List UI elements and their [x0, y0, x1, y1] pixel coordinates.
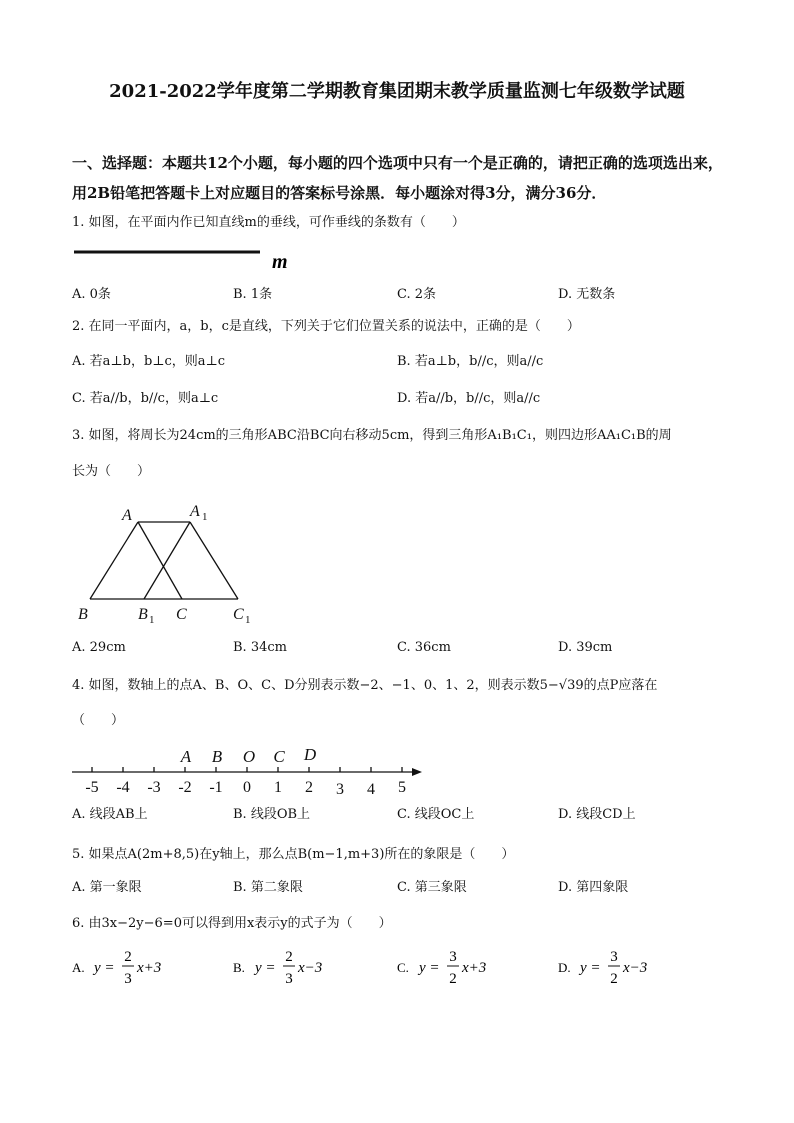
- option-d-lhs: y =: [580, 960, 601, 976]
- option-c-numerator: 3: [449, 949, 457, 965]
- label-c1: C: [233, 606, 244, 623]
- question-3-stem-line1: 3. 如图，将周长为24cm的三角形ABC沿BC向右移动5cm，得到三角形A₁B₁C₁，则四边形AA₁C₁B的周: [72, 428, 672, 443]
- question-3-option-d[interactable]: D. 39cm: [558, 640, 613, 655]
- question-3-stem-line2: 长为（ ）: [72, 464, 151, 479]
- question-5-option-b[interactable]: B. 第二象限: [233, 880, 303, 895]
- question-6-option-a[interactable]: [72, 944, 212, 990]
- label-c1-subscript: 1: [245, 614, 251, 626]
- question-1-option-b[interactable]: B. 1条: [233, 287, 273, 302]
- label-a1-subscript: 1: [202, 511, 208, 523]
- question-1-option-a[interactable]: A. 0条: [72, 287, 111, 302]
- exam-title: 2021-2022学年度第二学期教育集团期末教学质量监测七年级数学试题: [109, 81, 685, 102]
- axis-point-d: D: [303, 745, 317, 764]
- axis-tick-neg1: -1: [209, 779, 223, 796]
- line-m-label: m: [272, 251, 288, 273]
- option-b-lhs: y =: [255, 960, 276, 976]
- option-b-letter: B.: [233, 960, 245, 975]
- option-c-lhs: y =: [419, 960, 440, 976]
- label-a: A: [122, 507, 132, 524]
- question-6-option-c[interactable]: [397, 944, 537, 990]
- option-d-tail: x−3: [623, 960, 648, 976]
- question-2-option-a[interactable]: A. 若a⊥b，b⊥c，则a⊥c: [72, 354, 226, 369]
- axis-tick-4: 4: [367, 781, 375, 798]
- option-c-letter: C.: [397, 960, 409, 975]
- axis-tick-3: 3: [336, 781, 344, 798]
- option-d-denominator: 2: [610, 971, 618, 987]
- option-c-denominator: 2: [449, 971, 457, 987]
- question-2-option-d[interactable]: D. 若a//b，b//c，则a//c: [397, 391, 541, 406]
- axis-tick-neg4: -4: [116, 779, 130, 796]
- axis-tick-neg5: -5: [85, 779, 99, 796]
- label-b: B: [78, 606, 88, 623]
- question-3-figure: [72, 498, 272, 628]
- option-b-denominator: 3: [285, 971, 293, 987]
- question-2-stem: 2. 在同一平面内，a，b，c是直线，下列关于它们位置关系的说法中，正确的是（ ）: [72, 319, 580, 334]
- question-3-option-a[interactable]: A. 29cm: [72, 640, 126, 655]
- question-4-option-d[interactable]: D. 线段CD上: [558, 807, 636, 822]
- label-b1: B: [138, 606, 148, 623]
- option-a-numerator: 2: [124, 949, 132, 965]
- question-1-option-d[interactable]: D. 无数条: [558, 287, 616, 302]
- option-d-letter: D.: [558, 960, 571, 975]
- number-line-tick-marks: [92, 767, 402, 772]
- question-4-stem-line2: （ ）: [72, 713, 125, 728]
- label-a1: A: [190, 503, 200, 520]
- option-a-lhs: y =: [94, 960, 115, 976]
- axis-point-b: B: [211, 747, 223, 766]
- question-5-option-a[interactable]: A. 第一象限: [72, 880, 142, 895]
- axis-point-c: C: [273, 747, 285, 766]
- question-2-option-c[interactable]: C. 若a//b，b//c，则a⊥c: [72, 391, 219, 406]
- question-3-option-b[interactable]: B. 34cm: [233, 640, 287, 655]
- label-c: C: [176, 606, 187, 623]
- question-1-stem: 1. 如图，在平面内作已知直线m的垂线，可作垂线的条数有（ ）: [72, 215, 465, 230]
- option-a-letter: A.: [72, 960, 85, 975]
- question-2-option-b[interactable]: B. 若a⊥b，b//c，则a//c: [397, 354, 544, 369]
- option-d-numerator: 3: [610, 949, 618, 965]
- segment-a1-c1: [190, 522, 238, 599]
- question-4-number-line: [72, 742, 432, 800]
- axis-tick-neg2: -2: [178, 779, 192, 796]
- axis-tick-2: 2: [305, 779, 313, 796]
- question-6-stem: 6. 由3x−2y−6=0可以得到用x表示y的式子为（ ）: [72, 916, 392, 931]
- question-1-figure: [72, 244, 312, 274]
- axis-tick-neg3: -3: [147, 779, 161, 796]
- label-b1-subscript: 1: [149, 614, 155, 626]
- segment-a-c: [138, 522, 182, 599]
- section-one-instructions: 一、选择题：本题共12个小题，每小题的四个选项中只有一个是正确的，请把正确的选项选出来，用2B铅笔把答题卡上对应题目的答案标号涂黑．每小题涂对得3分，满分36分．: [72, 154, 723, 202]
- question-6-option-b[interactable]: [233, 944, 373, 990]
- option-b-numerator: 2: [285, 949, 293, 965]
- option-b-tail: x−3: [298, 960, 323, 976]
- question-1-option-c[interactable]: C. 2条: [397, 287, 437, 302]
- question-4-option-b[interactable]: B. 线段OB上: [233, 807, 311, 822]
- question-3-option-c[interactable]: C. 36cm: [397, 640, 451, 655]
- question-6-option-d[interactable]: [558, 944, 698, 990]
- segment-a1-b1: [144, 522, 190, 599]
- axis-point-a: A: [180, 747, 192, 766]
- axis-point-o: O: [242, 747, 256, 766]
- question-4-option-c[interactable]: C. 线段OC上: [397, 807, 475, 822]
- axis-tick-1: 1: [274, 779, 282, 796]
- number-line-arrow: [412, 768, 422, 776]
- question-4-stem-line1: 4. 如图，数轴上的点A、B、O、C、D分别表示数−2、−1、0、1、2，则表示数5−√39的点P应落在: [72, 678, 658, 693]
- question-5-option-c[interactable]: C. 第三象限: [397, 880, 467, 895]
- question-5-option-d[interactable]: D. 第四象限: [558, 880, 629, 895]
- question-4-option-a[interactable]: A. 线段AB上: [72, 807, 148, 822]
- question-5-stem: 5. 如果点A(2m+8,5)在y轴上，那么点B(m−1,m+3)所在的象限是（ ）: [72, 847, 515, 862]
- option-a-denominator: 3: [124, 971, 132, 987]
- segment-a-b: [90, 522, 138, 599]
- option-a-tail: x+3: [137, 960, 162, 976]
- axis-tick-5: 5: [398, 779, 406, 796]
- option-c-tail: x+3: [462, 960, 487, 976]
- axis-tick-0: 0: [243, 779, 251, 796]
